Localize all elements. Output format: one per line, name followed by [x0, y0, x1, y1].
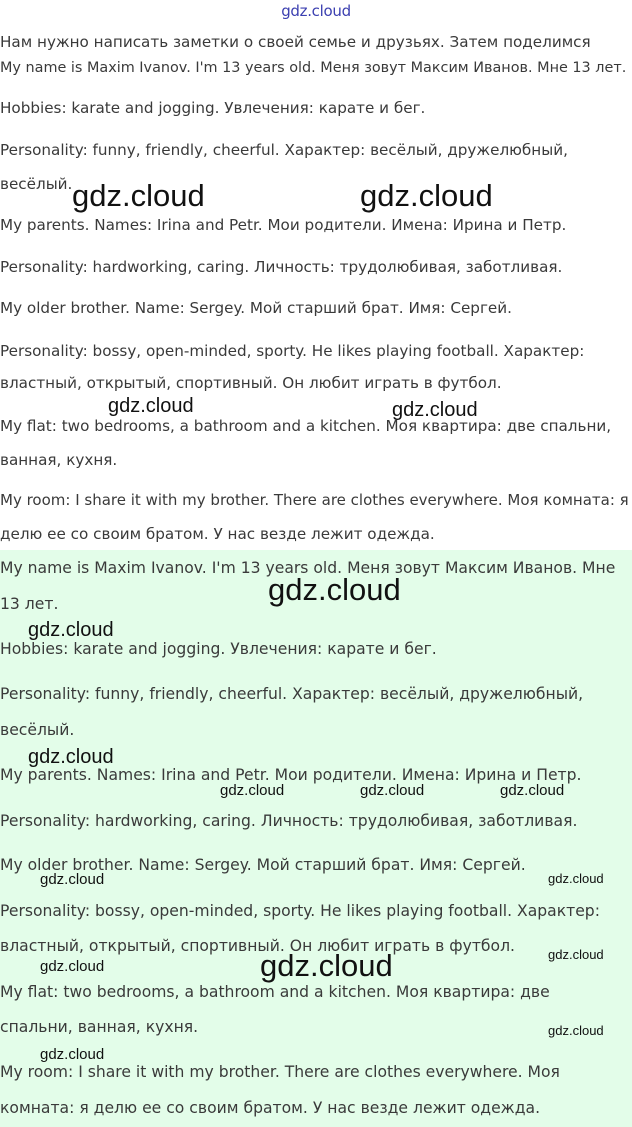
task-line: My flat: two bedrooms, a bathroom and a kitchen. Моя квартира: две спальни, — [0, 417, 612, 435]
task-line: My older brother. Name: Sergey. Мой старший брат. Имя: Сергей. — [0, 299, 512, 317]
watermark: gdz.cloud — [40, 871, 105, 888]
watermark: gdz.cloud — [392, 399, 478, 421]
watermark: gdz.cloud — [360, 782, 425, 799]
task-line: Personality: funny, friendly, cheerful. Характер: весёлый, дружелюбный, — [0, 141, 568, 159]
task-line: Нам нужно написать заметки о своей семье и друзьях. Затем поделимся — [0, 33, 591, 51]
answer-line: Personality: hardworking, caring. Личность: трудолюбивая, заботливая. — [0, 812, 578, 830]
answer-line: My flat: two bedrooms, a bathroom and a kitchen. Моя квартира: две — [0, 983, 550, 1001]
watermark: gdz.cloud — [548, 1023, 604, 1038]
task-line: весёлый. — [0, 175, 73, 193]
task-line: Personality: bossy, open-minded, sporty. He likes playing football. Характер: — [0, 342, 585, 360]
task-line: My name is Maxim Ivanov. I'm 13 years old. Меня зовут Максим Иванов. Мне 13 лет. — [0, 60, 627, 76]
answer-line: комната: я делю ее со своим братом. У нас везде лежит одежда. — [0, 1099, 541, 1117]
task-line: властный, открытый, спортивный. Он любит играть в футбол. — [0, 374, 502, 392]
answer-line: Hobbies: karate and jogging. Увлечения: карате и бег. — [0, 640, 437, 658]
task-line: ванная, кухня. — [0, 451, 118, 469]
watermark: gdz.cloud — [220, 782, 285, 799]
watermark: gdz.cloud — [548, 947, 604, 962]
answer-line: весёлый. — [0, 721, 75, 739]
task-line: Personality: hardworking, caring. Личность: трудолюбивая, заботливая. — [0, 258, 563, 276]
answer-line: My room: I share it with my brother. There are clothes everywhere. Моя — [0, 1063, 560, 1081]
watermark: gdz.cloud — [40, 958, 105, 975]
answer-line: 13 лет. — [0, 595, 59, 613]
watermark: gdz.cloud — [500, 782, 565, 799]
task-line: My parents. Names: Irina and Petr. Мои родители. Имена: Ирина и Петр. — [0, 216, 567, 234]
answer-line: спальни, ванная, кухня. — [0, 1018, 199, 1036]
watermark: gdz.cloud — [72, 178, 205, 213]
watermark: gdz.cloud — [40, 1046, 105, 1063]
task-line: делю ее со своим братом. У нас везде лежит одежда. — [0, 525, 435, 543]
watermark: gdz.cloud — [360, 178, 493, 213]
answer-line: My name is Maxim Ivanov. I'm 13 years old. Меня зовут Максим Иванов. Мне — [0, 559, 616, 577]
watermark: gdz.cloud — [28, 746, 114, 768]
answer-line: Personality: bossy, open-minded, sporty. He likes playing football. Характер: — [0, 902, 600, 920]
task-line: Hobbies: karate and jogging. Увлечения: карате и бег. — [0, 99, 426, 117]
answer-line: властный, открытый, спортивный. Он любит играть в футбол. — [0, 937, 515, 955]
answer-line: My parents. Names: Irina and Petr. Мои родители. Имена: Ирина и Петр. — [0, 766, 582, 784]
watermark: gdz.cloud — [548, 871, 604, 886]
watermark: gdz.cloud — [28, 619, 114, 641]
site-logo[interactable]: gdz.cloud — [281, 2, 351, 20]
watermark: gdz.cloud — [268, 572, 401, 607]
answer-line: My older brother. Name: Sergey. Мой старший брат. Имя: Сергей. — [0, 856, 526, 874]
watermark: gdz.cloud — [260, 948, 393, 983]
answer-line: Personality: funny, friendly, cheerful. Характер: весёлый, дружелюбный, — [0, 685, 584, 703]
task-line: My room: I share it with my brother. There are clothes everywhere. Моя комната: я — [0, 491, 629, 509]
watermark: gdz.cloud — [108, 395, 194, 417]
